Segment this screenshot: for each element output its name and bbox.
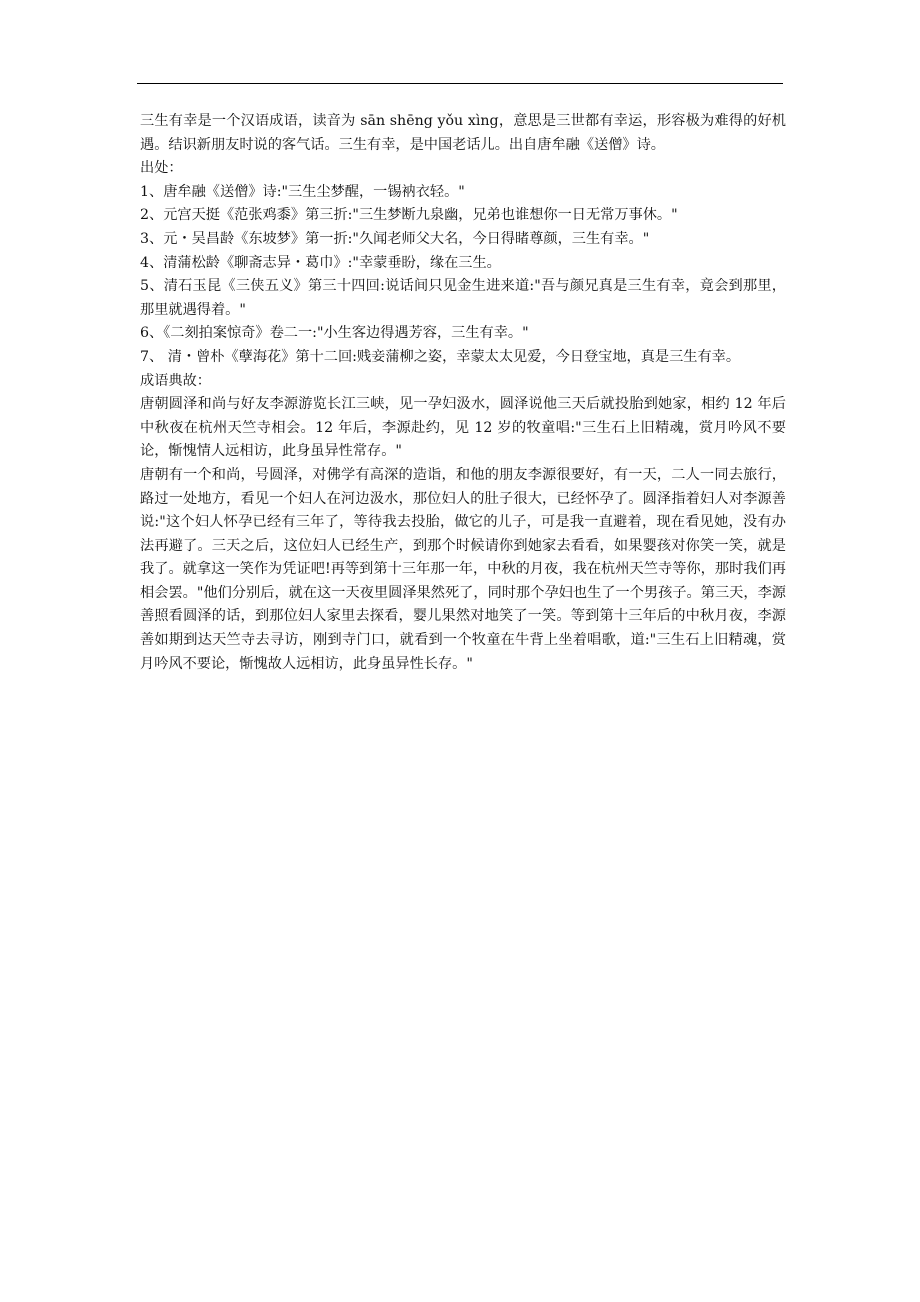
story-summary-paragraph: 唐朝圆泽和尚与好友李源游览长江三峡，见一孕妇汲水，圆泽说他三天后就投胎到她家，相约 12 年后中秋夜在杭州天竺寺相会。12 年后，李源赴约，见 12 岁的牧童唱:"三生石上旧精魂，赏月吟风不要论，惭愧情人远相访，此身虽异性常存。": [140, 396, 786, 460]
story-heading: 成语典故：: [140, 372, 211, 389]
source-item-5: 5、清石玉昆《三侠五义》第三十四回:说话间只见金生进来道:"吾与颜兄真是三生有幸，竟会到那里，那里就遇得着。": [140, 278, 786, 318]
source-item-2: 2、元宫天挺《范张鸡黍》第三折:"三生梦断九泉幽，兄弟也谁想你一日无常万事休。": [140, 207, 678, 224]
intro-paragraph: 三生有幸是一个汉语成语，读音为 sān shēng yǒu xìng，意思是三世都有幸运，形容极为难得的好机遇。结识新朋友时说的客气话。三生有幸，是中国老话儿。出自唐牟融《送僧》诗。: [140, 113, 786, 153]
source-item-3: 3、元・吴昌龄《东坡梦》第一折:"久闻老师父大名，今日得睹尊颜，三生有幸。": [140, 230, 650, 247]
source-item-6: 6、《二刻拍案惊奇》卷二一:"小生客边得遇芳容，三生有幸。": [140, 325, 529, 342]
source-item-1: 1、唐牟融《送僧》诗:"三生尘梦醒，一锡衲衣轻。": [140, 183, 465, 200]
source-heading: 出处：: [140, 160, 183, 177]
header-rule: [137, 83, 783, 84]
source-item-7: 7、 清・曾朴《孽海花》第十二回:贱妾蒲柳之姿，幸蒙太太见爱，今日登宝地，真是三生有幸。: [140, 348, 741, 365]
source-item-4: 4、清蒲松龄《聊斋志异・葛巾》:"幸蒙垂盼，缘在三生。: [140, 254, 501, 271]
story-full-paragraph: 唐朝有一个和尚，号圆泽，对佛学有高深的造诣，和他的朋友李源很要好，有一天，二人一同去旅行，路过一处地方，看见一个妇人在河边汲水，那位妇人的肚子很大，已经怀孕了。圆泽指着妇人对李源善说:"这个妇人怀孕已经有三年了，等待我去投胎，做它的儿子，可是我一直避着，现在看见她，没有办法再避了。三天之后，这位妇人已经生产，到那个时候请你到她家去看看，如果婴孩对你笑一笑，就是我了。就拿这一笑作为凭证吧!再等到第十三年那一年，中秋的月夜，我在杭州天竺寺等你，那时我们再相会罢。"他们分别后，就在这一天夜里圆泽果然死了，同时那个孕妇也生了一个男孩子。第三天，李源善照看圆泽的话，到那位妇人家里去探看，婴儿果然对地笑了一笑。等到第十三年后的中秋月夜，李源善如期到达天竺寺去寻访，刚到寺门口，就看到一个牧童在牛背上坐着唱歌，道:"三生石上旧精魂，赏月吟风不要论，惭愧故人远相访，此身虽异性长存。": [140, 466, 786, 672]
document-body: [140, 110, 786, 676]
